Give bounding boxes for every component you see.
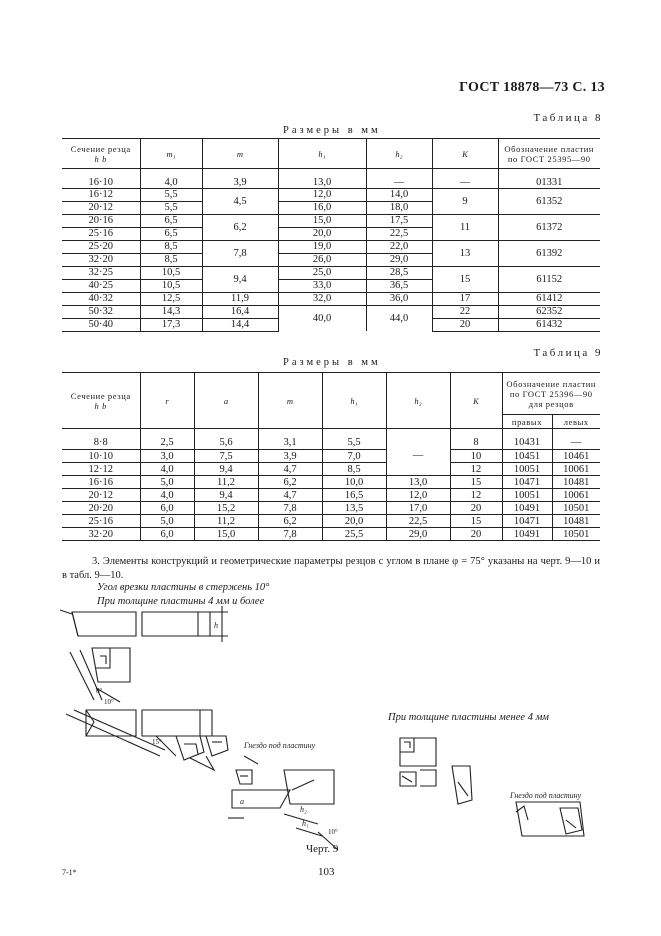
t8-cell: 33,0 <box>278 279 366 292</box>
t9-cell: 20 <box>450 528 502 541</box>
t8-cell: 11,9 <box>202 292 278 305</box>
t8-cell: 6,5 <box>140 214 202 227</box>
t8-cell: 9 <box>432 188 498 214</box>
body-view <box>66 710 212 756</box>
t8-cell: 15 <box>432 266 498 292</box>
t9-cell: 4,0 <box>140 489 194 502</box>
t8-cell: 61372 <box>498 214 600 240</box>
label-h: h <box>214 621 218 630</box>
t9-cell: 10061 <box>552 489 600 502</box>
t8-cell: 25·16 <box>62 227 140 240</box>
t9-cell: 32·20 <box>62 528 140 541</box>
t8-h-m1: m₁ <box>140 139 202 169</box>
t8-cell: 5,5 <box>140 188 202 201</box>
t9-cell: 10·10 <box>62 450 140 463</box>
t9-cell: 10451 <box>502 450 552 463</box>
t8-cell: 20 <box>432 318 498 331</box>
t9-cell: 5,0 <box>140 515 194 528</box>
t8-cell: 17 <box>432 292 498 305</box>
t9-cell: 16,5 <box>322 489 386 502</box>
t9-cell: 20 <box>450 502 502 515</box>
t9-cell: 11,2 <box>194 476 258 489</box>
t8-cell: 61392 <box>498 240 600 266</box>
t9-h-h2: h₂ <box>386 373 450 429</box>
t8-cell: 40,0 <box>278 305 366 331</box>
t8-cell: — <box>366 177 432 189</box>
thin-insert-views <box>400 738 584 836</box>
t8-cell: 62352 <box>498 305 600 318</box>
t8-cell: 29,0 <box>366 253 432 266</box>
t9-cell: 10461 <box>552 450 600 463</box>
t8-cell: 32·25 <box>62 266 140 279</box>
t8-cell: 25,0 <box>278 266 366 279</box>
t9-cell: 20·20 <box>62 502 140 515</box>
t9-cell: 3,9 <box>258 450 322 463</box>
t8-h-h2: h₂ <box>366 139 432 169</box>
t9-cell: 15,2 <box>194 502 258 515</box>
paragraph-3: 3. Элементы конструкций и геометрические параметры резцов с углом в плане φ = 75° указаны на черт. 9—10 и в табл. 9—10. <box>62 556 600 581</box>
t8-cell: 12,0 <box>278 188 366 201</box>
t9-cell: 7,8 <box>258 502 322 515</box>
t8-cell: 14,3 <box>140 305 202 318</box>
t8-cell: 4,0 <box>140 177 202 189</box>
t8-cell: 61352 <box>498 188 600 214</box>
t8-cell: 22,5 <box>366 227 432 240</box>
t8-cell: 8,5 <box>140 240 202 253</box>
t8-cell: 9,4 <box>202 266 278 292</box>
table8-subcaption: Размеры в мм <box>283 125 381 136</box>
t9-cell: 6,0 <box>140 502 194 515</box>
t9-cell: 9,4 <box>194 489 258 502</box>
t9-h-k: K <box>450 373 502 429</box>
t9-cell: 10501 <box>552 502 600 515</box>
t9-h-section: Сечение резца h b <box>62 373 140 429</box>
t8-cell: 16·12 <box>62 188 140 201</box>
t9-cell: 9,4 <box>194 463 258 476</box>
page-number: 103 <box>318 866 335 878</box>
t8-h-designation: Обозначение пластин по ГОСТ 25395—90 <box>498 139 600 169</box>
angle-label-6: 6° <box>96 687 103 695</box>
table9-subcaption: Размеры в мм <box>283 357 381 368</box>
label-a: a <box>240 797 244 806</box>
insert-sections <box>176 736 228 770</box>
t9-cell: 10431 <box>502 437 552 450</box>
t9-cell: 10061 <box>552 463 600 476</box>
t8-h-h1: h₁ <box>278 139 366 169</box>
t9-cell: 10491 <box>502 502 552 515</box>
t9-cell: 8,5 <box>322 463 386 476</box>
t9-cell: 3,1 <box>258 437 322 450</box>
t9-cell: 4,0 <box>140 463 194 476</box>
t9-cell: 3,0 <box>140 450 194 463</box>
t8-cell: 11 <box>432 214 498 240</box>
t9-cell: 6,2 <box>258 476 322 489</box>
angle-label-10b: 10° <box>328 828 338 836</box>
table8-caption: Таблица 8 <box>533 112 603 124</box>
t8-cell: 28,5 <box>366 266 432 279</box>
t8-cell: 44,0 <box>366 305 432 331</box>
t9-cell: 15 <box>450 515 502 528</box>
t8-cell: 36,5 <box>366 279 432 292</box>
t8-cell: 19,0 <box>278 240 366 253</box>
t9-cell: 12·12 <box>62 463 140 476</box>
t9-cell: 25·16 <box>62 515 140 528</box>
note-thick: При толщине пластины 4 мм и более <box>97 596 265 607</box>
t9-cell: 7,5 <box>194 450 258 463</box>
angle-label-10: 10° <box>104 698 114 706</box>
t9-cell: 10501 <box>552 528 600 541</box>
t9-cell: 7,0 <box>322 450 386 463</box>
t9-cell: 12 <box>450 489 502 502</box>
t8-cell: 6,2 <box>202 214 278 240</box>
t9-cell: 6,0 <box>140 528 194 541</box>
t8-cell: 4,5 <box>202 188 278 214</box>
t9-cell: 4,7 <box>258 463 322 476</box>
t9-cell: 5,5 <box>322 437 386 450</box>
t8-h-m: m <box>202 139 278 169</box>
t9-h-designation: Обозначение пластин по ГОСТ 25396—90 для резцов <box>502 373 600 415</box>
note-angle: Угол врезки пластины в стержень 10° <box>97 582 270 593</box>
t8-cell: 36,0 <box>366 292 432 305</box>
socket-label-1: Гнездо под пластину <box>244 741 316 750</box>
t8-cell: 17,5 <box>366 214 432 227</box>
t8-cell: 3,9 <box>202 177 278 189</box>
t9-cell: 10481 <box>552 515 600 528</box>
t8-cell: 16,0 <box>278 201 366 214</box>
t9-h-a: a <box>194 373 258 429</box>
t9-h-h1: h₁ <box>322 373 386 429</box>
t9-cell: 10491 <box>502 528 552 541</box>
t8-cell: 61152 <box>498 266 600 292</box>
t8-cell: 32,0 <box>278 292 366 305</box>
t8-cell: 10,5 <box>140 266 202 279</box>
t9-cell: 5,0 <box>140 476 194 489</box>
t8-cell: 40·32 <box>62 292 140 305</box>
t8-cell: 40·25 <box>62 279 140 292</box>
t9-cell: 22,5 <box>386 515 450 528</box>
t9-cell: 12 <box>450 463 502 476</box>
t9-cell: 15 <box>450 476 502 489</box>
footer-mark: 7-1* <box>62 868 77 877</box>
t8-cell: 16,4 <box>202 305 278 318</box>
t9-cell: 13,5 <box>322 502 386 515</box>
t9-cell: 5,6 <box>194 437 258 450</box>
t9-cell: 11,2 <box>194 515 258 528</box>
t8-cell: 20·16 <box>62 214 140 227</box>
t8-cell: 10,5 <box>140 279 202 292</box>
t8-cell: 8,5 <box>140 253 202 266</box>
label-h2: h₂ <box>300 805 307 814</box>
t8-cell: 13,0 <box>278 177 366 189</box>
t8-cell: 15,0 <box>278 214 366 227</box>
t9-cell: 17,0 <box>386 502 450 515</box>
t8-cell: 22,0 <box>366 240 432 253</box>
t8-cell: 14,4 <box>202 318 278 331</box>
t8-cell: 17,3 <box>140 318 202 331</box>
t9-cell: 10481 <box>552 476 600 489</box>
t9-cell: 20,0 <box>322 515 386 528</box>
t9-cell: 4,7 <box>258 489 322 502</box>
side-view-top <box>60 606 228 642</box>
t8-cell: 61432 <box>498 318 600 331</box>
angle-label-15: 15° <box>152 738 162 746</box>
t8-cell: 50·32 <box>62 305 140 318</box>
t9-cell: 10471 <box>502 476 552 489</box>
t9-cell: 20·12 <box>62 489 140 502</box>
t9-h-left: левых <box>552 415 600 429</box>
t9-cell: 10 <box>450 450 502 463</box>
t8-cell: 13 <box>432 240 498 266</box>
socket-detail <box>228 756 338 850</box>
t9-h-right: правых <box>502 415 552 429</box>
t9-cell: 8·8 <box>93 437 108 449</box>
t8-cell: 50·40 <box>62 318 140 331</box>
t9-cell: 25,5 <box>322 528 386 541</box>
t8-cell: 32·20 <box>62 253 140 266</box>
t8-cell: 18,0 <box>366 201 432 214</box>
t9-cell: — <box>386 437 450 476</box>
t8-cell: 20,0 <box>278 227 366 240</box>
t8-h-k: K <box>432 139 498 169</box>
t8-cell: 16·10 <box>88 176 113 188</box>
label-h1: h₁ <box>302 819 309 828</box>
t8-cell: 01331 <box>498 177 600 189</box>
t9-cell: 8 <box>450 437 502 450</box>
t8-cell: 14,0 <box>366 188 432 201</box>
t9-cell: 29,0 <box>386 528 450 541</box>
t9-cell: — <box>552 437 600 450</box>
t9-cell: 2,5 <box>140 437 194 450</box>
t9-cell: 13,0 <box>386 476 450 489</box>
t9-cell: 6,2 <box>258 515 322 528</box>
t8-cell: 26,0 <box>278 253 366 266</box>
page-header: ГОСТ 18878—73 С. 13 <box>459 80 605 95</box>
t8-cell: 12,5 <box>140 292 202 305</box>
t9-cell: 10051 <box>502 489 552 502</box>
t9-cell: 16·16 <box>62 476 140 489</box>
t9-h-m: m <box>258 373 322 429</box>
t8-cell: 5,5 <box>140 201 202 214</box>
t9-cell: 7,8 <box>258 528 322 541</box>
t8-cell: 7,8 <box>202 240 278 266</box>
t9-cell: 15,0 <box>194 528 258 541</box>
t8-cell: 6,5 <box>140 227 202 240</box>
t9-h-r: r <box>140 373 194 429</box>
t8-cell: 20·12 <box>62 201 140 214</box>
t9-cell: 10,0 <box>322 476 386 489</box>
table9-caption: Таблица 9 <box>533 347 603 359</box>
drawing-caption: Черт. 9 <box>306 843 339 855</box>
t9-cell: 10471 <box>502 515 552 528</box>
t8-cell: 22 <box>432 305 498 318</box>
note-thin: При толщине пластины менее 4 мм <box>388 712 549 723</box>
t9-cell: 12,0 <box>386 489 450 502</box>
t8-h-section: Сечение резца h b <box>62 139 140 169</box>
t9-cell: 10051 <box>502 463 552 476</box>
t8-cell: — <box>432 177 498 189</box>
socket-label-2: Гнездо под пластину <box>510 791 582 800</box>
t8-cell: 61412 <box>498 292 600 305</box>
t8-cell: 25·20 <box>62 240 140 253</box>
